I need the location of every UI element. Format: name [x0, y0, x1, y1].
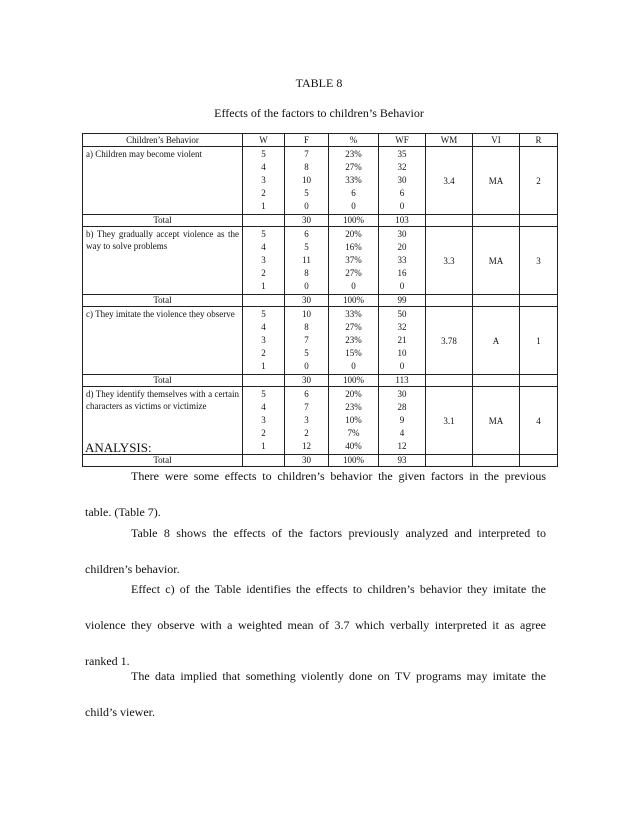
w-value: 2 — [261, 428, 266, 438]
f-value: 7 — [304, 335, 309, 345]
total-pct: 100% — [329, 215, 379, 227]
f-cell — [285, 227, 329, 295]
empty-cell — [473, 215, 520, 227]
pct-cell — [329, 227, 379, 295]
paragraph-line: children’s behavior. — [85, 562, 180, 576]
total-label: Total — [83, 295, 243, 307]
empty-cell — [473, 455, 520, 467]
total-pct: 100% — [329, 295, 379, 307]
f-value: 5 — [304, 242, 309, 252]
column-header: WM — [426, 134, 473, 147]
f-cell — [285, 307, 329, 375]
r-cell: 2 — [520, 147, 558, 215]
w-value: 5 — [261, 309, 266, 319]
f-value: 11 — [302, 255, 311, 265]
wf-value: 35 — [397, 149, 407, 159]
w-value: 1 — [261, 281, 266, 291]
wm-cell: 3.1 — [426, 387, 473, 455]
r-cell: 4 — [520, 387, 558, 455]
r-cell: 3 — [520, 227, 558, 295]
f-value: 12 — [302, 441, 311, 451]
pct-value: 37% — [345, 255, 362, 265]
wf-value: 33 — [397, 255, 407, 265]
pct-cell — [329, 147, 379, 215]
paragraph — [85, 670, 546, 718]
pct-value: 27% — [345, 322, 362, 332]
wf-value: 0 — [399, 281, 405, 291]
wf-value: 6 — [399, 188, 405, 198]
total-label: Total — [83, 455, 243, 467]
total-f: 30 — [285, 455, 329, 467]
total-wf: 113 — [379, 375, 426, 387]
f-value: 5 — [304, 188, 309, 198]
wf-value: 32 — [397, 322, 407, 332]
pct-value: 10% — [345, 415, 362, 425]
f-value: 8 — [304, 322, 309, 332]
total-wf: 103 — [379, 215, 426, 227]
wf-value: 50 — [397, 309, 407, 319]
wf-value: 30 — [397, 175, 407, 185]
paragraph-line: table. (Table 7). — [85, 505, 161, 519]
wf-value: 30 — [397, 389, 407, 399]
empty-cell — [520, 375, 558, 387]
wf-value: 10 — [397, 348, 407, 358]
total-wf: 93 — [379, 455, 426, 467]
column-header: W — [243, 134, 285, 147]
f-value: 6 — [304, 389, 309, 399]
column-header: R — [520, 134, 558, 147]
f-value: 10 — [302, 309, 311, 319]
w-cell — [243, 387, 285, 455]
f-value: 0 — [304, 281, 309, 291]
empty-cell — [426, 295, 473, 307]
effects-table — [82, 133, 558, 467]
total-f: 30 — [285, 375, 329, 387]
behavior-label: a) Children may become violent — [83, 147, 243, 215]
header-row — [83, 134, 558, 147]
w-value: 3 — [261, 415, 266, 425]
f-value: 8 — [304, 162, 309, 172]
empty-cell — [426, 455, 473, 467]
pct-value: 15% — [345, 348, 362, 358]
f-value: 6 — [304, 229, 309, 239]
behavior-label: d) They identify themselves with a certain characters as victims or victimize — [83, 387, 243, 455]
w-value: 1 — [261, 441, 266, 451]
f-value: 0 — [304, 361, 309, 371]
w-value: 2 — [261, 268, 266, 278]
wf-value: 28 — [397, 402, 407, 412]
behavior-label: b) They gradually accept violence as the way to solve problems — [83, 227, 243, 295]
pct-value: 16% — [345, 242, 362, 252]
table-row — [83, 307, 558, 375]
empty-cell — [520, 295, 558, 307]
wf-value: 12 — [397, 441, 407, 451]
f-value: 10 — [302, 175, 311, 185]
empty-cell — [243, 215, 285, 227]
w-value: 3 — [261, 175, 266, 185]
f-value: 2 — [304, 428, 309, 438]
paragraph-line: ranked 1. — [85, 654, 130, 668]
w-value: 3 — [261, 335, 266, 345]
pct-value: 33% — [345, 309, 362, 319]
vi-cell: A — [473, 307, 520, 375]
column-header: WF — [379, 134, 426, 147]
empty-cell — [426, 215, 473, 227]
column-header: F — [285, 134, 329, 147]
w-value: 4 — [261, 242, 266, 252]
paragraph-line: child’s viewer. — [85, 705, 155, 719]
pct-value: 23% — [345, 335, 362, 345]
wf-value: 32 — [397, 162, 407, 172]
vi-cell: MA — [473, 147, 520, 215]
table-caption: Effects of the factors to children’s Behavior — [214, 106, 424, 120]
wf-value: 30 — [397, 229, 407, 239]
total-row — [83, 215, 558, 227]
wf-cell — [379, 387, 426, 455]
paragraph-line: Table 8 shows the effects of the factors previously analyzed and interpreted to — [131, 526, 546, 540]
vi-cell: MA — [473, 227, 520, 295]
pct-value: 7% — [347, 428, 360, 438]
pct-value: 20% — [345, 229, 362, 239]
paragraph-line: The data implied that something violently done on TV programs may imitate the — [131, 669, 546, 683]
f-value: 7 — [304, 402, 309, 412]
w-value: 5 — [261, 149, 266, 159]
pct-cell — [329, 307, 379, 375]
total-pct: 100% — [329, 455, 379, 467]
f-cell — [285, 147, 329, 215]
wm-cell: 3.3 — [426, 227, 473, 295]
pct-value: 20% — [345, 389, 362, 399]
wf-cell — [379, 147, 426, 215]
f-value: 0 — [304, 201, 309, 211]
pct-value: 23% — [345, 149, 362, 159]
pct-value: 0 — [351, 281, 356, 291]
pct-value: 27% — [345, 268, 362, 278]
column-header: VI — [473, 134, 520, 147]
total-f: 30 — [285, 215, 329, 227]
w-cell — [243, 227, 285, 295]
table-row — [83, 387, 558, 455]
w-cell — [243, 147, 285, 215]
w-value: 3 — [261, 255, 266, 265]
total-row — [83, 375, 558, 387]
table-row — [83, 227, 558, 295]
table-number: TABLE 8 — [295, 76, 343, 90]
paragraph-line: There were some effects to children’s behavior the given factors in the previous — [131, 469, 546, 483]
column-header: % — [329, 134, 379, 147]
w-value: 1 — [261, 201, 266, 211]
w-value: 2 — [261, 188, 266, 198]
wf-value: 20 — [397, 242, 407, 252]
w-cell — [243, 307, 285, 375]
wf-value: 9 — [399, 415, 405, 425]
wm-cell: 3.4 — [426, 147, 473, 215]
wf-cell — [379, 307, 426, 375]
f-value: 3 — [304, 415, 309, 425]
f-cell — [285, 387, 329, 455]
w-value: 1 — [261, 361, 266, 371]
paragraph — [85, 470, 546, 518]
empty-cell — [473, 375, 520, 387]
f-value: 8 — [304, 268, 309, 278]
w-value: 5 — [261, 389, 266, 399]
w-value: 4 — [261, 322, 266, 332]
f-value: 7 — [304, 149, 309, 159]
behavior-label: c) They imitate the violence they observe — [83, 307, 243, 375]
wf-cell — [379, 227, 426, 295]
empty-cell — [426, 375, 473, 387]
wm-cell: 3.78 — [426, 307, 473, 375]
total-row — [83, 295, 558, 307]
pct-value: 23% — [345, 402, 362, 412]
paragraph — [85, 583, 546, 667]
analysis-heading: ANALYSIS: — [85, 440, 152, 455]
total-pct: 100% — [329, 375, 379, 387]
w-value: 4 — [261, 162, 266, 172]
pct-value: 40% — [345, 441, 362, 451]
total-row — [83, 455, 558, 467]
empty-cell — [520, 455, 558, 467]
total-label: Total — [83, 215, 243, 227]
pct-value: 27% — [345, 162, 362, 172]
vi-cell: MA — [473, 387, 520, 455]
empty-cell — [520, 215, 558, 227]
wf-value: 0 — [399, 201, 405, 211]
paragraph — [85, 527, 546, 575]
pct-value: 0 — [351, 201, 356, 211]
empty-cell — [243, 455, 285, 467]
empty-cell — [243, 295, 285, 307]
paragraph-line: violence they observe with a weighted mean of 3.7 which verbally interpreted it as agree — [85, 618, 546, 632]
wf-value: 4 — [399, 428, 405, 438]
wf-value: 0 — [399, 361, 405, 371]
w-value: 4 — [261, 402, 266, 412]
w-value: 5 — [261, 229, 266, 239]
total-f: 30 — [285, 295, 329, 307]
column-header: Children’s Behavior — [83, 134, 243, 147]
pct-value: 0 — [351, 361, 356, 371]
pct-cell — [329, 387, 379, 455]
f-value: 5 — [304, 348, 309, 358]
empty-cell — [473, 295, 520, 307]
r-cell: 1 — [520, 307, 558, 375]
table-row — [83, 147, 558, 215]
total-label: Total — [83, 375, 243, 387]
pct-value: 33% — [345, 175, 362, 185]
total-wf: 99 — [379, 295, 426, 307]
pct-value: 6 — [351, 188, 356, 198]
w-value: 2 — [261, 348, 266, 358]
paragraph-line: Effect c) of the Table identifies the effects to children’s behavior they imitate the — [131, 582, 546, 596]
empty-cell — [243, 375, 285, 387]
wf-value: 21 — [397, 335, 407, 345]
wf-value: 16 — [397, 268, 407, 278]
